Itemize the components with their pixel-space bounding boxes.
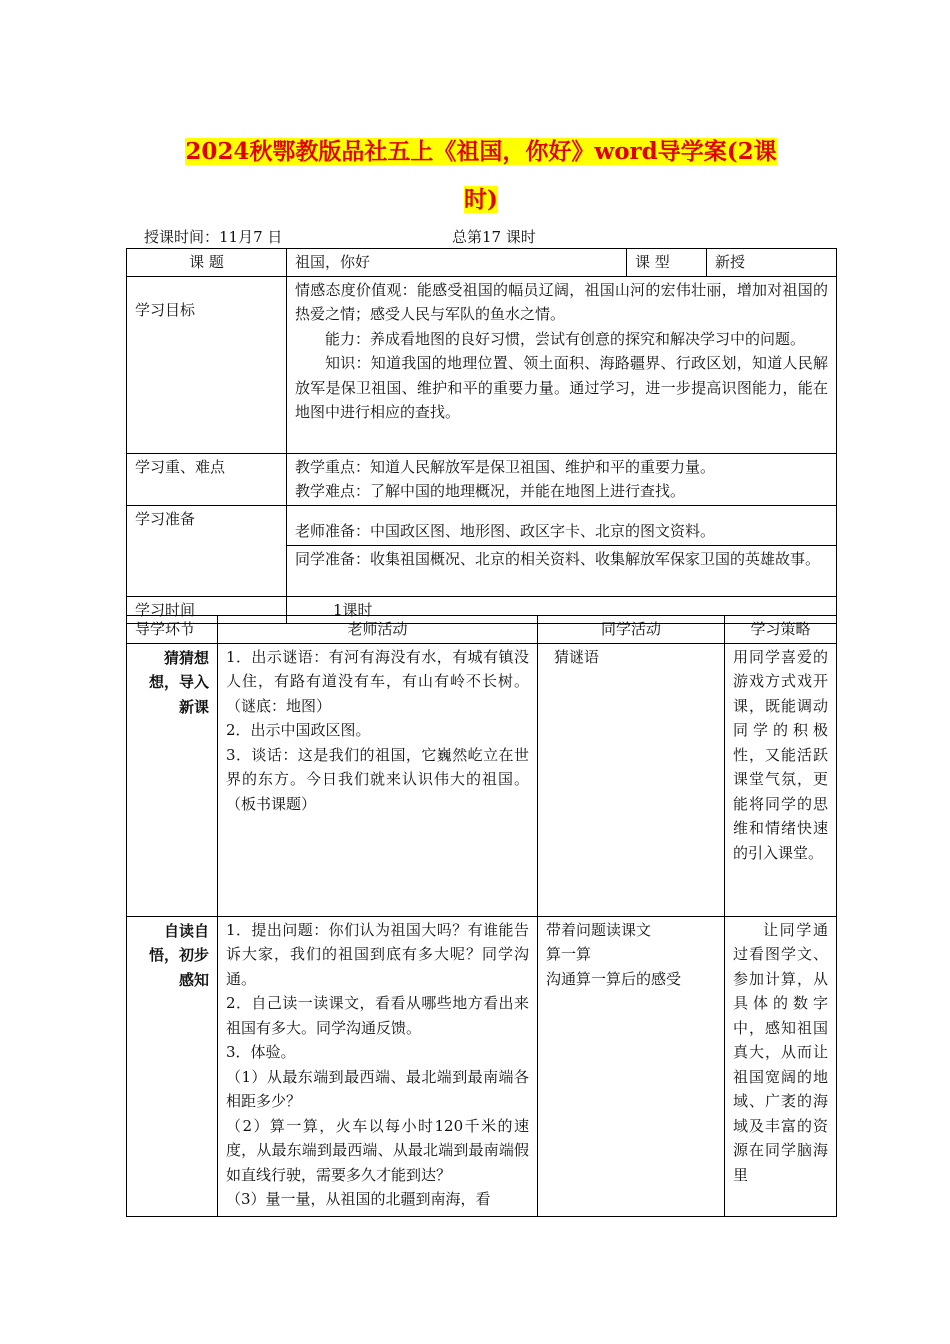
teacher-activity (218, 643, 538, 916)
section-name: 猜猜想想，导入新课 (127, 643, 218, 916)
document-title (126, 128, 836, 224)
goal-ability: 能力：养成看地图的良好习惯，尝试有创意的探究和解决学习中的问题。 (325, 329, 806, 348)
header-section: 导学环节 (127, 616, 218, 644)
difficult-point: 教学难点：了解中国的地理概况，并能在地图上进行查找。 (295, 482, 686, 500)
header-teacher: 老师活动 (218, 616, 538, 644)
key-points-cell (287, 453, 837, 505)
goals-row (127, 276, 837, 453)
prep-label: 学习准备 (127, 505, 287, 596)
goal-knowledge: 知识：知道我国的地理位置、领土面积、海路疆界、行政区划，知道人民解放军是保卫祖国、维护和平的重要力量。通过学习，进一步提高识图能力，能在地图中进行相应的查找。 (295, 354, 828, 421)
teaching-date: 授课时间：11月7 日 (144, 228, 283, 246)
title-line-2: 时) (464, 186, 498, 213)
student-activity (538, 643, 725, 916)
goals-label: 学习目标 (127, 276, 287, 453)
total-lesson-count: 总第17 课时 (452, 228, 536, 246)
student-step: 带着问题读课文 (546, 920, 652, 939)
teacher-step: （1）从最东端到最西端、最北端到最南端各相距多少？ (226, 1067, 529, 1110)
study-time-value: 1课时 (287, 596, 837, 624)
header-student: 同学活动 (538, 616, 725, 644)
process-row-1 (127, 643, 837, 916)
student-activity (538, 916, 725, 1216)
teacher-step: 3．谈话：这是我们的祖国，它巍然屹立在世界的东方。今日我们就来认识伟大的祖国。（板书课题） (226, 745, 529, 813)
strategy: 让同学通过看图学文、参加计算，从具体的数字中，感知祖国真大，从而让祖国宽阔的地域、广袤的海域及丰富的资源在同学脑海里 (725, 916, 837, 1216)
key-point: 教学重点：知道人民解放军是保卫祖国、维护和平的重要力量。 (295, 457, 716, 476)
type-value: 新授 (707, 249, 837, 277)
teacher-step: （2）算一算，火车以每小时120千米的速度，从最东端到最西端、从最北端到最南端假如直线行驶，需要多久才能到达？ (226, 1116, 529, 1184)
topic-row (127, 249, 837, 277)
teacher-step: 2．自己读一读课文，看看从哪些地方看出来祖国有多大。同学沟通反馈。 (226, 994, 529, 1037)
section-name: 自读自悟，初步感知 (127, 916, 218, 1216)
student-step: 猜谜语 (554, 647, 600, 666)
teacher-step: （3）量一量，从祖国的北疆到南海，看 (226, 1190, 491, 1208)
teacher-step: 1．提出问题：你们认为祖国大吗？有谁能告诉大家，我们的祖国到底有多大呢？同学沟通。 (226, 920, 529, 988)
topic-label: 课 题 (127, 249, 287, 277)
title-line-1: 2024秋鄂教版品社五上《祖国，你好》word导学案(2课 (185, 138, 777, 165)
strategy: 用同学喜爱的游戏方式戏开课，既能调动同学的积极性，又能活跃课堂气氛，更能将同学的思维和情绪快速的引入课堂。 (725, 643, 837, 916)
process-header-row (127, 616, 837, 644)
key-points-row (127, 453, 837, 505)
type-label: 课 型 (627, 249, 707, 277)
topic-value: 祖国，你好 (287, 249, 627, 277)
prep-student: 同学准备：收集祖国概况、北京的相关资料、收集解放军保家卫国的英雄故事。 (287, 545, 837, 596)
goal-emotion: 情感态度价值观：能感受祖国的幅员辽阔，祖国山河的宏伟壮丽，增加对祖国的热爱之情；感受人民与军队的鱼水之情。 (295, 280, 828, 323)
student-step: 算一算 (546, 945, 592, 963)
teacher-step: 1．出示谜语：有河有海没有水，有城有镇没人住，有路有道没有车，有山有岭不长树。（谜底：地图） (226, 647, 529, 715)
prep-row-1 (127, 505, 837, 545)
process-row-2 (127, 916, 837, 1216)
lesson-info-table (126, 248, 837, 624)
process-table (126, 615, 837, 1217)
teacher-step: 3．体验。 (226, 1043, 296, 1061)
goals-cell (287, 276, 837, 453)
header-strategy: 学习策略 (725, 616, 837, 644)
study-time-label: 学习时间 (127, 596, 287, 624)
key-points-label: 学习重、难点 (127, 453, 287, 505)
prep-teacher: 老师准备：中国政区图、地形图、政区字卡、北京的图文资料。 (287, 505, 837, 545)
teacher-activity (218, 916, 538, 1216)
teacher-step: 2．出示中国政区图。 (226, 721, 371, 739)
student-step: 沟通算一算后的感受 (546, 969, 682, 988)
